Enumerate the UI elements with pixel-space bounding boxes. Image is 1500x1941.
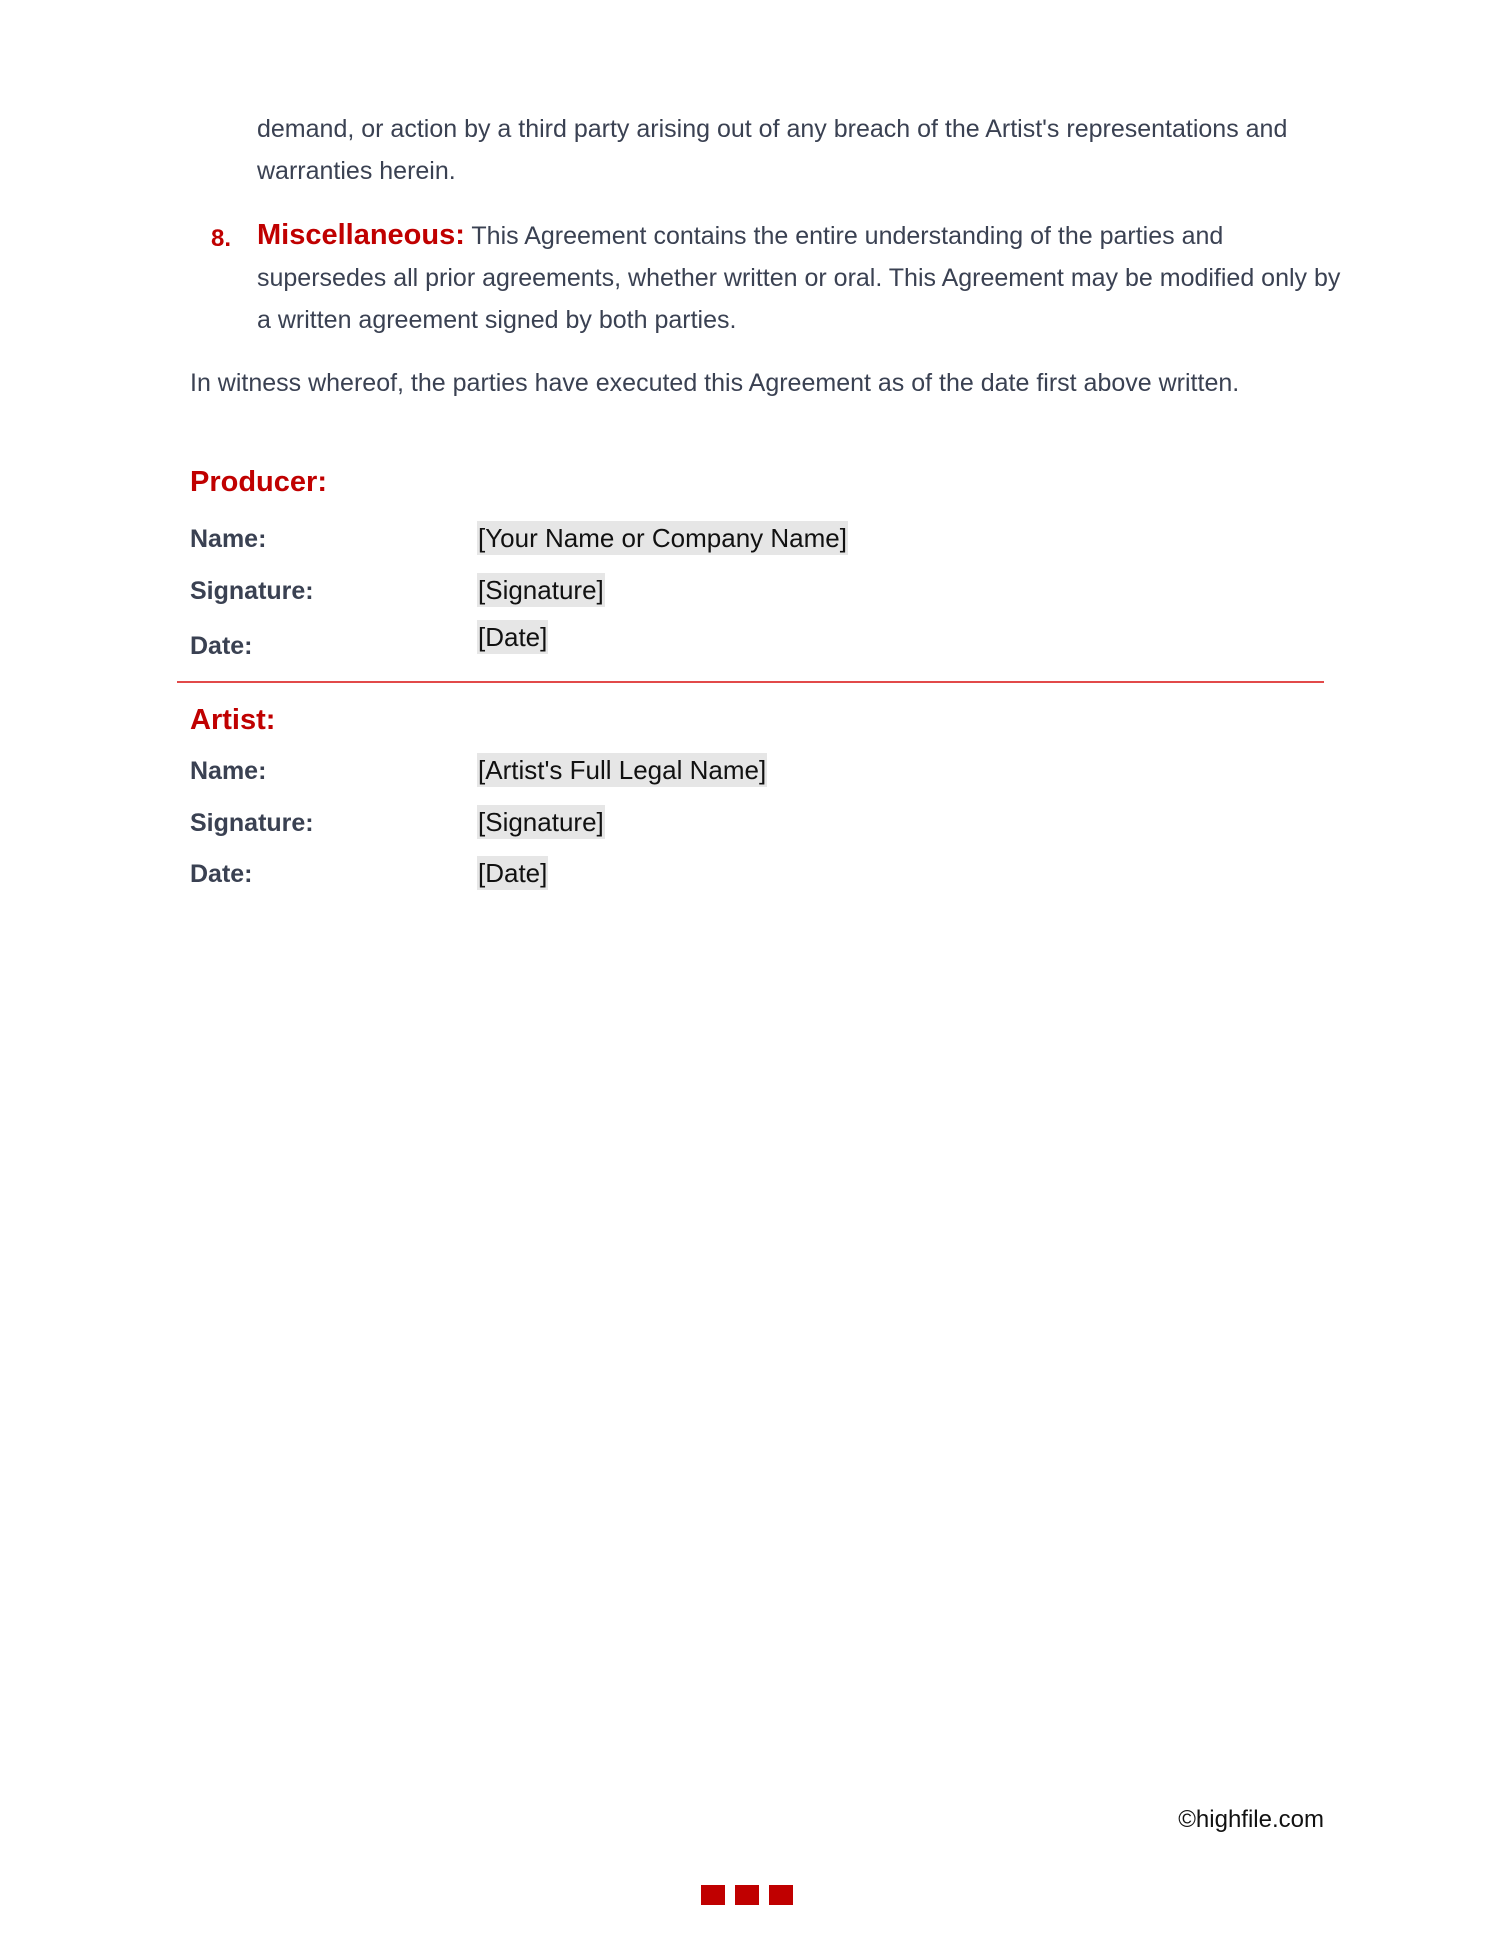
clause-8-number: 8.: [211, 225, 232, 252]
copyright-footer: ©highfile.com: [1178, 1806, 1324, 1833]
artist-date-field[interactable]: [Date]: [478, 858, 548, 888]
artist-signature-field[interactable]: [Signature]: [478, 807, 604, 837]
witness-statement: In witness whereof, the parties have executed this Agreement as of the date first above written.: [190, 369, 1240, 397]
producer-name-label: Name:: [190, 525, 267, 553]
section-divider: [177, 681, 1324, 683]
artist-date-label: Date:: [190, 860, 253, 888]
artist-signature-label: Signature:: [190, 809, 314, 837]
producer-heading: Producer:: [190, 466, 327, 498]
clause-8-body: [257, 214, 1341, 341]
page-marker-square: [769, 1885, 793, 1905]
clause-8-text: This Agreement contains the entire understanding of the parties and supersedes all prior agreements, whether written or oral. This Agreement may be modified only by a written agreement signed by both parties.: [257, 222, 1341, 334]
clause-8-title: Miscellaneous:: [257, 219, 465, 251]
page-marker-square: [735, 1885, 759, 1905]
producer-signature-field[interactable]: [Signature]: [478, 575, 604, 605]
artist-name-field[interactable]: [Artist's Full Legal Name]: [478, 755, 767, 785]
artist-heading: Artist:: [190, 704, 276, 736]
producer-name-field[interactable]: [Your Name or Company Name]: [478, 523, 847, 553]
producer-signature-label: Signature:: [190, 577, 314, 605]
clause-7-continuation: demand, or action by a third party arising out of any breach of the Artist's representations and warranties herein.: [257, 115, 1288, 185]
artist-name-label: Name:: [190, 757, 267, 785]
producer-date-field[interactable]: [Date]: [478, 622, 548, 652]
producer-date-label: Date:: [190, 632, 253, 660]
page-marker-square: [701, 1885, 725, 1905]
page-marker: [701, 1885, 793, 1905]
clause-8: [211, 214, 1341, 341]
